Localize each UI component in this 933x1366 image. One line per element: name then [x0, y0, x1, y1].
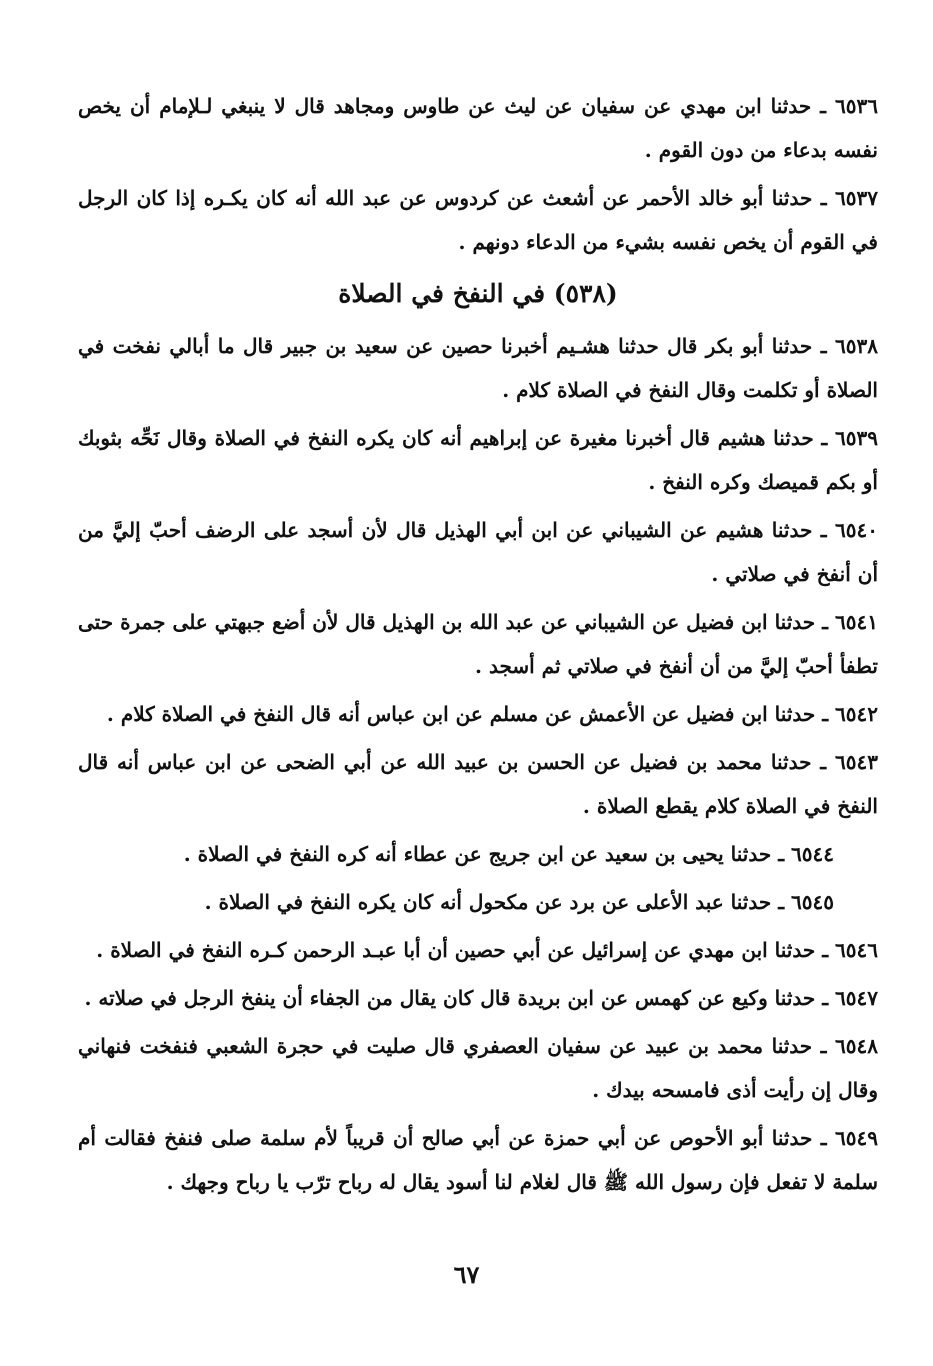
- paragraph-6546: ٦٥٤٦ ـ حدثنا ابن مهدي عن إسرائيل عن أبي حصين أن أبا عبـد الرحمن كـره النفخ في الصلاة .: [96, 938, 878, 962]
- paragraph-6541: ٦٥٤١ ـ حدثنا ابن فضيل عن الشيباني عن عبد الله بن الهذيل قال لأن أضع جبهتي على جمرة حتى تطفأ أحبّ إليَّ من أن أنفخ في صلاتي ثم أسجد .: [78, 610, 878, 678]
- paragraph-6545: ٦٥٤٥ ـ حدثنا عبد الأعلى عن برد عن مكحول أنه كان يكره النفخ في الصلاة .: [204, 890, 834, 914]
- paragraph-6537: ٦٥٣٧ ـ حدثنا أبو خالد الأحمر عن أشعث عن كردوس عن عبد الله أنه كان يكـره إذا كان الرجل في القوم أن يخص نفسه بشيء من الدعاء دونهم .: [78, 186, 878, 254]
- paragraph-6547: ٦٥٤٧ ـ حدثنا وكيع عن كهمس عن ابن بريدة قال كان يقال من الجفاء أن ينفخ الرجل في صلاته .: [84, 986, 878, 1010]
- page-number: ٦٧: [453, 1260, 480, 1289]
- paragraph-6548: ٦٥٤٨ ـ حدثنا محمد بن عبيد عن سفيان العصفري قال صليت في حجرة الشعبي فنفخت فنهاني وقال إن رأيت أذى فامسحه بيدك .: [78, 1034, 878, 1102]
- paragraph-6544: ٦٥٤٤ ـ حدثنا يحيى بن سعيد عن ابن جريج عن عطاء أنه كره النفخ في الصلاة .: [183, 842, 834, 866]
- paragraph-6540: ٦٥٤٠ ـ حدثنا هشيم عن الشيباني عن ابن أبي الهذيل قال لأن أسجد على الرضف أحبّ إليَّ من أن أنفخ في صلاتي .: [78, 518, 878, 586]
- paragraph-6536: ٦٥٣٦ ـ حدثنا ابن مهدي عن سفيان عن ليث عن طاوس ومجاهد قال لا ينبغي لـلإمام أن يخص نفسه بدعاء من دون القوم .: [78, 94, 878, 162]
- paragraph-6542: ٦٥٤٢ ـ حدثنا ابن فضيل عن الأعمش عن مسلم عن ابن عباس أنه قال النفخ في الصلاة كلام .: [106, 702, 878, 726]
- paragraph-6538: ٦٥٣٨ ـ حدثنا أبو بكر قال حدثنا هشـيم أخبرنا حصين عن سعيد بن جبير قال ما أبالي نفخت في الصلاة أو تكلمت وقال النفخ في الصلاة كلام .: [78, 334, 878, 402]
- paragraph-6549: ٦٥٤٩ ـ حدثنا أبو الأحوص عن أبي حمزة عن أبي صالح أن قريباً لأم سلمة صلى فنفخ فقالت أم سلمة لا تفعل فإن رسول الله ﷺ قال لغلام لنا أسود يقال له رباح ترّب يا رباح وجهك .: [78, 1126, 878, 1194]
- section-heading: (٥٣٨) في النفخ في الصلاة: [338, 279, 618, 308]
- page-content: [78, 84, 878, 1208]
- paragraph-6539: ٦٥٣٩ ـ حدثنا هشيم قال أخبرنا مغيرة عن إبراهيم أنه كان يكره النفخ في الصلاة وقال نَحِّه بثوبك أو بكم قميصك وكره النفخ .: [78, 426, 878, 494]
- paragraph-6543: ٦٥٤٣ ـ حدثنا محمد بن فضيل عن الحسن بن عبيد الله عن أبي الضحى عن ابن عباس أنه قال النفخ في الصلاة كلام يقطع الصلاة .: [78, 750, 878, 818]
